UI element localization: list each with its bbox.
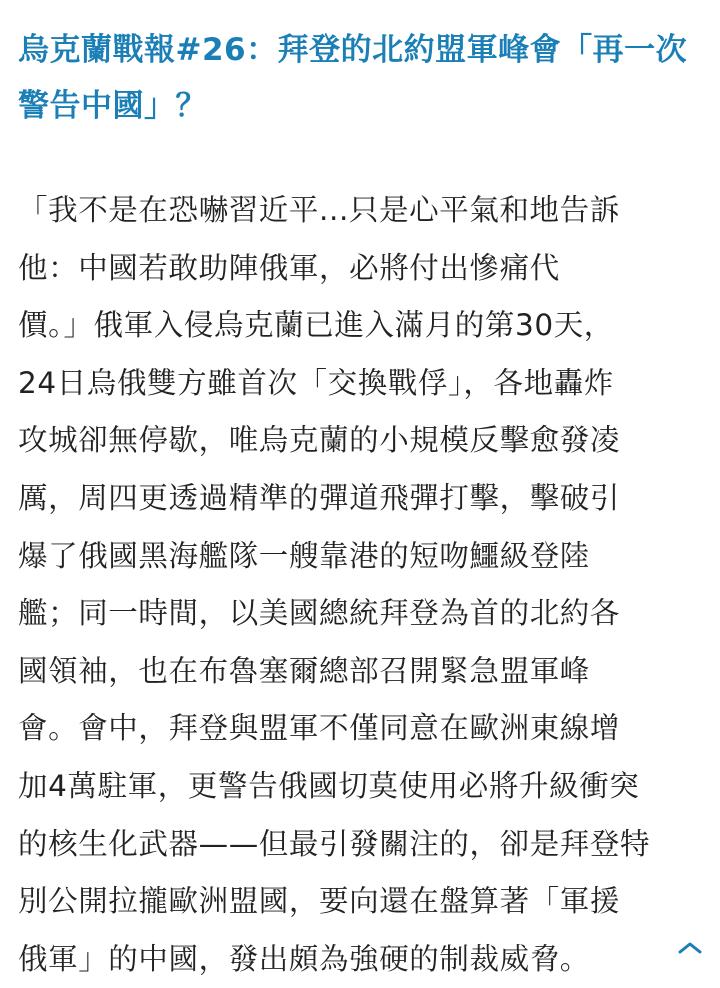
body-line: 俄軍」的中國，發出頗為強硬的制裁威脅。 [18,941,590,976]
body-line: 「我不是在恐嚇習近平...只是心平氣和地告訴 [18,193,620,227]
body-line: 國領袖，也在布魯塞爾總部召開緊急盟軍峰 [18,653,590,688]
body-line: 加4萬駐軍，更警告俄國切莫使用必將升級衝突 [18,768,640,803]
body-line: 他：中國若敢助陣俄軍，必將付出慘痛代 [18,250,560,285]
expand-chevron-icon[interactable] [674,941,706,953]
body-line: 攻城卻無停歇，唯烏克蘭的小規模反擊愈發凌 [18,423,621,458]
article-body [18,182,702,988]
body-line: 24日烏俄雙方雖首次「交換戰俘」，各地轟炸 [18,365,614,400]
body-line: 厲，周四更透過精準的彈道飛彈打擊，擊破引 [18,480,621,515]
article-title-line: 警告中國」？ [18,88,207,124]
body-line: 的核生化武器——但最引發關注的，卻是拜登特 [18,826,651,861]
body-line: 艦；同一時間，以美國總統拜登為首的北約各 [18,596,621,631]
body-line: 會。會中，拜登與盟軍不僅同意在歐洲東線增 [18,711,621,746]
body-line: 別公開拉攏歐洲盟國，要向還在盤算著「軍援 [18,884,621,919]
article-title-line: 烏克蘭戰報#26：拜登的北約盟軍峰會「再一次 [18,32,688,68]
article-title[interactable] [18,22,702,134]
body-line: 價。」俄軍入侵烏克蘭已進入滿月的第30天， [18,308,614,343]
body-line: 爆了俄國黑海艦隊一艘靠港的短吻鱷級登陸 [18,538,590,573]
